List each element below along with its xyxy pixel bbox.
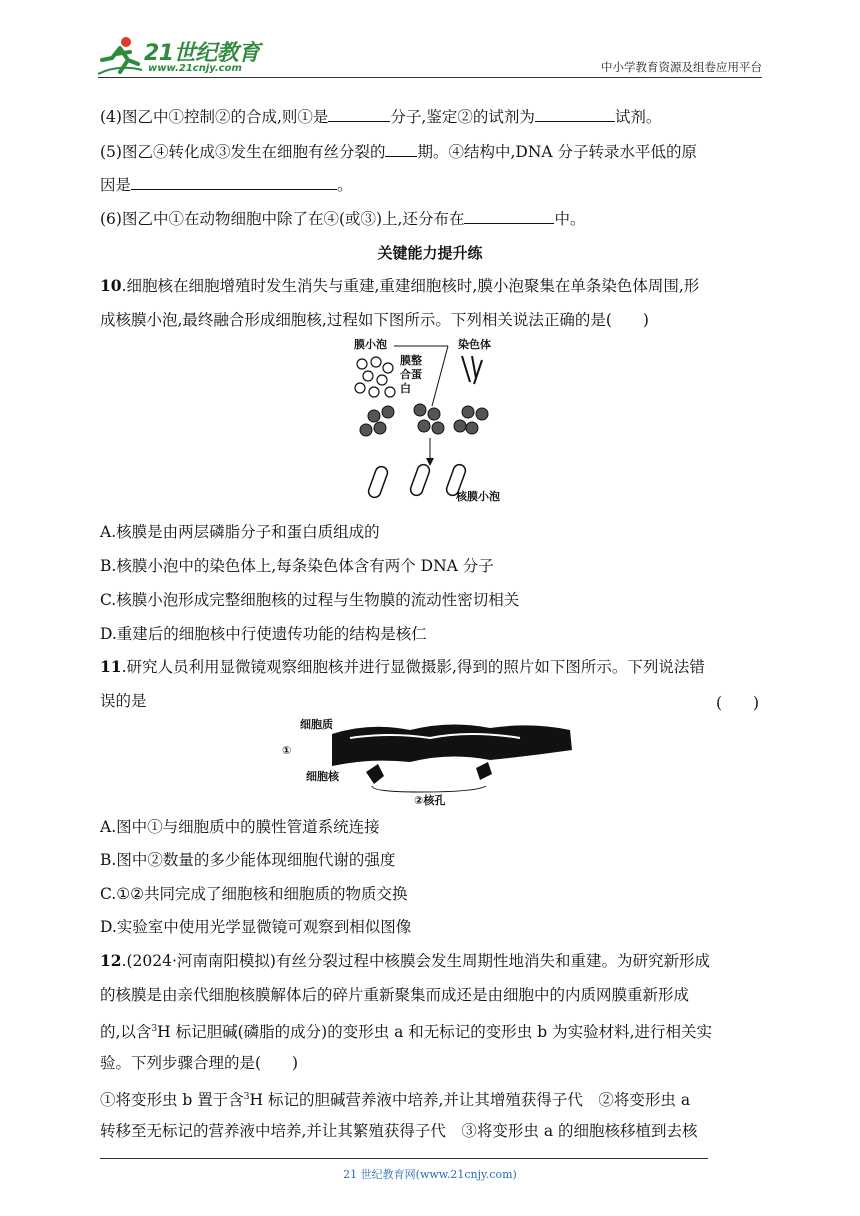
q10-number: 10 <box>100 276 122 295</box>
q9-4-text-b: 分子,鉴定②的试剂为 <box>390 108 535 126</box>
q9-5-cont-b: 。 <box>337 176 353 194</box>
q10-option-b: B.核膜小泡中的染色体上,每条染色体含有两个 DNA 分子 <box>100 557 494 575</box>
q11-stem-text-1: .研究人员利用显微镜观察细胞核并进行显微摄影,得到的照片如下图所示。下列说法错 <box>121 658 705 676</box>
logo-url: www.21cnjy.com <box>148 63 242 74</box>
q9-part4 <box>100 106 661 127</box>
q11-option-c: C.①②共同完成了细胞核和细胞质的物质交换 <box>100 885 408 903</box>
q10-figure <box>350 334 530 506</box>
q12-step-2: 转移至无标记的营养液中培养,并让其繁殖获得子代 ③将变形虫 a 的细胞核移植到去核 <box>100 1122 698 1140</box>
isotope-superscript: 3 <box>151 1024 158 1034</box>
header-divider <box>98 77 762 78</box>
answer-blank <box>131 174 337 190</box>
q9-6-text-b: 中。 <box>554 210 586 228</box>
q10-option-a: A.核膜是由两层磷脂分子和蛋白质组成的 <box>100 523 380 541</box>
q11-stem-2: 误的是 <box>100 692 147 710</box>
q10-option-d: D.重建后的细胞核中行使遗传功能的结构是核仁 <box>100 625 427 643</box>
fig-label-cytoplasm: 细胞质 <box>300 718 333 731</box>
footer-link[interactable]: 21 世纪教育网(www.21cnjy.com) <box>343 1168 517 1181</box>
q11-option-d: D.实验室中使用光学显微镜可观察到相似图像 <box>100 918 412 936</box>
vesicle-clusters-middle <box>360 404 488 436</box>
vesicle-cluster-top-left <box>355 357 395 397</box>
site-logo <box>98 34 268 78</box>
section-title: 关键能力提升练 <box>377 244 483 262</box>
q12-stem-3 <box>100 1019 712 1042</box>
q9-6-text-a: (6)图乙中①在动物细胞中除了在④(或③)上,还分布在 <box>100 210 465 228</box>
q11-number: 11 <box>100 657 122 676</box>
runner-logo-icon <box>98 34 144 78</box>
q11-answer-paren: ( ) <box>716 694 760 712</box>
answer-blank <box>535 106 615 122</box>
q9-part5 <box>100 141 697 162</box>
page-header <box>98 34 762 80</box>
q12-stem-2: 的核膜是由亲代细胞核膜解体后的碎片重新聚集而成还是由细胞中的内质网膜重新形成 <box>100 986 690 1004</box>
q12-step-1-b: H 标记的胆碱营养液中培养,并让其增殖获得子代 ②将变形虫 a <box>249 1091 691 1110</box>
fig-label-protein-2: 合蛋 <box>400 368 422 381</box>
q11-stem-1 <box>100 657 705 677</box>
q9-4-text-a: (4)图乙中①控制②的合成,则①是 <box>100 108 329 126</box>
fig-label-nucleus: 细胞核 <box>306 770 339 783</box>
q12-stem-text-1: .(2024·河南南阳模拟)有丝分裂过程中核膜会发生周期性地消失和重建。为研究新形成 <box>121 952 710 970</box>
q11-option-b: B.图中②数量的多少能体现细胞代谢的强度 <box>100 851 396 869</box>
nuclear-vesicles <box>367 463 467 499</box>
fig-label-chromosome: 染色体 <box>458 338 491 351</box>
q10-option-c: C.核膜小泡形成完整细胞核的过程与生物膜的流动性密切相关 <box>100 591 520 609</box>
q12-number: 12 <box>100 951 122 970</box>
platform-label: 中小学教育资源及组卷应用平台 <box>601 60 762 74</box>
q9-part5-cont <box>100 174 353 195</box>
footer-divider <box>100 1158 708 1159</box>
q12-stem-4: 验。下列步骤合理的是( ) <box>100 1054 299 1072</box>
logo-text: 21世纪教育 <box>144 41 260 66</box>
q9-5-text-b: 期。④结构中,DNA 分子转录水平低的原 <box>417 143 698 161</box>
q9-5-cont-a: 因是 <box>100 176 132 194</box>
answer-blank <box>464 208 554 224</box>
fig-label-protein-3: 白 <box>400 382 411 395</box>
fig-label-vesicle: 膜小泡 <box>354 338 387 351</box>
q9-5-text-a: (5)图乙④转化成③发生在细胞有丝分裂的 <box>100 143 386 161</box>
q12-stem-1 <box>100 951 710 971</box>
fig-label-nuclear-vesicle: 核膜小泡 <box>456 490 500 503</box>
q10-stem-1 <box>100 276 699 296</box>
answer-blank <box>328 106 390 122</box>
q9-4-text-c: 试剂。 <box>614 108 662 126</box>
fig-label-protein-1: 膜整 <box>400 354 422 367</box>
q9-part6 <box>100 208 586 229</box>
q11-option-a: A.图中①与细胞质中的膜性管道系统连接 <box>100 818 380 836</box>
q12-stem-3-a: 的,以含 <box>100 1023 152 1042</box>
q12-step-1 <box>100 1087 690 1110</box>
q12-step-1-a: ①将变形虫 b 置于含 <box>100 1091 244 1110</box>
isotope-superscript: 3 <box>243 1092 250 1102</box>
fig-label-pore: ②核孔 <box>414 794 446 807</box>
chromosome-sticks <box>462 356 482 384</box>
fig-label-mark-1: ① <box>282 744 292 757</box>
q12-stem-3-b: H 标记胆碱(磷脂的成分)的变形虫 a 和无标记的变形虫 b 为实验材料,进行相关实 <box>157 1023 713 1042</box>
q11-micrograph <box>280 716 600 808</box>
q10-stem-2: 成核膜小泡,最终融合形成细胞核,过程如下图所示。下列相关说法正确的是( ) <box>100 311 649 329</box>
q10-stem-text-1: .细胞核在细胞增殖时发生消失与重建,重建细胞核时,膜小泡聚集在单条染色体周围,形 <box>121 277 700 295</box>
answer-blank <box>385 141 417 157</box>
